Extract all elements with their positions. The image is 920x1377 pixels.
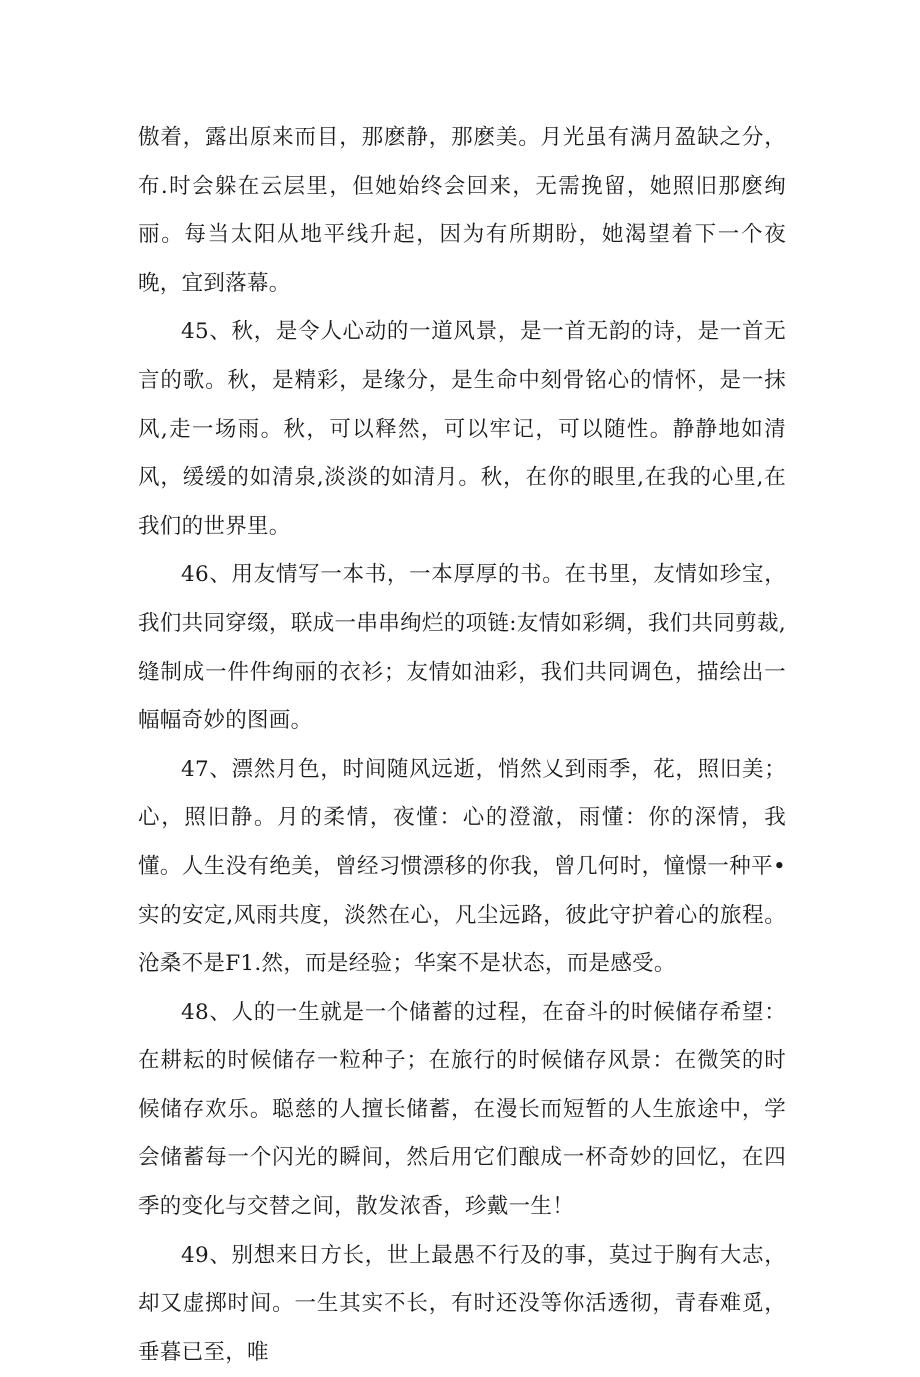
document-body bbox=[138, 114, 786, 1377]
paragraph-46: 46、用友情写一本书，一本厚厚的书。在书里，友情如珍宝，我们共同穿缀，联成一串串绚烂的项链:友情如彩绸，我们共同剪裁,缝制成一件件绚丽的衣衫；友情如油彩，我们共同调色，描绘出一幅幅奇妙的图画。 bbox=[138, 562, 786, 734]
paragraph-45: 45、秋，是令人心动的一道风景，是一首无韵的诗，是一首无言的歌。秋，是精彩，是缘分，是生命中刻骨铭心的情怀，是一抹风,走一场雨。秋，可以释然，可以牢记，可以随性。静静地如清风，缓缓的如清泉,淡淡的如清月。秋，在你的眼里,在我的心里,在我们的世界里。 bbox=[138, 319, 786, 539]
paragraph-49: 49、别想来日方长，世上最愚不行及的事，莫过于胸有大志，却又虚掷时间。一生其实不长，有时还没等你活透彻，青春难觅，垂暮已至，唯 bbox=[138, 1242, 786, 1365]
paragraph-47: 47、漂然月色，时间随风远逝，悄然乂到雨季，花，照旧美；心，照旧静。月的柔情，夜懂：心的澄澈，雨懂：你的深情，我懂。人生没有绝美，曾经习惯漂移的你我，曾几何时，憧憬一种平•实的安定,风雨共度，淡然在心，凡尘远路，彼此守护着心的旅程。沧桑不是F1.然，而是经验；华案不是状态，而是感受。 bbox=[138, 756, 786, 977]
paragraph-44-continued: 傲着，露出原来而目，那麽静，那麽美。月光虽有满月盈缺之分，布.时会躲在云层里，但她始终会回来，无需挽留，她照旧那麽绚丽。每当太阳从地平线升起，因为有所期盼，她渴望着下一个夜晚，宜到落幕。 bbox=[138, 125, 786, 296]
paragraph-48: 48、人的一生就是一个储蓄的过程，在奋斗的时候储存希望：在耕耘的时候储存一粒种子；在旅行的时候储存风景：在微笑的时候储存欢乐。聪慈的人擅长储蓄，在漫长而短暂的人生旅途中，学会储蓄每一个闪光的瞬间，然后用它们酿成一杯奇妙的回忆，在四季的变化与交替之间，散发浓香，珍戴一生！ bbox=[138, 999, 786, 1220]
